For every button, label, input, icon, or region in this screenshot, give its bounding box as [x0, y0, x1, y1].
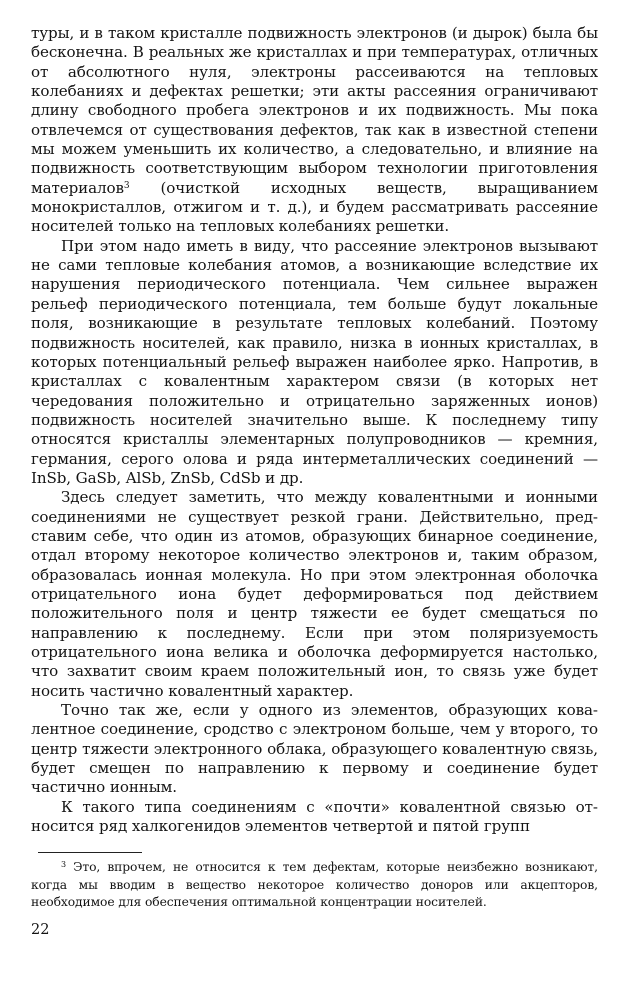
footnote — [31, 859, 598, 912]
paragraph-1 — [31, 24, 598, 237]
paragraph-3: Здесь следует заметить, что между ковалентными и ионными соединениями не существует резкой грани. Действительно, представим себе, что один из атомов, образующих бинарное соединение, отдал второму некоторое количество электронов и, таким образом, образовалась ионная молекула. Но при этом электронная оболочка отрицательного иона будет деформироваться под действием положительного поля и центр тяжести ее будет смещаться по направлению к последнему. Если при этом поляризуемость отрицательного иона велика и оболочка деформируется настолько, что захватит своим краем положительный ион, то связь уже будет носить частично ковалентный характер. — [31, 488, 598, 700]
page-body — [31, 24, 598, 836]
paragraph-1-text-after-note: (очисткой исходных веществ, выращиванием монокристаллов, отжигом и т. д.), и будем рассматривать рассеяние носителей только на тепловых колебаниях решетки. — [31, 178, 598, 236]
footnote-marker: 3 — [61, 860, 66, 869]
paragraph-4: Точно так же, если у одного из элементов, образующих ковалентное соединение, сродство с электроном больше, чем у второго, то центр тяжести электронного облака, образующего ковалентную связь, будет смещен по направлению к первому и соединение будет частично ионным. — [31, 701, 598, 797]
footnote-reference: 3 — [123, 180, 130, 191]
footnote-separator — [38, 852, 142, 853]
page-number: 22 — [31, 922, 50, 938]
paragraph-1-text-before-note: туры, и в таком кристалле подвижность электронов (и дырок) была бы бесконечна. В реальных же кристаллах и при температурах, отличных от абсолютного нуля, электроны рассеиваются на тепловых колебаниях и дефектах решетки; эти акты рассеяния ограничивают длину свободного пробега электронов и их подвижность. Мы пока отвлечемся от существования дефектов, так как в известной степени мы можем уменьшить их количество, а следовательно, и влияние на подвижность соответствующим выбором технологии приготовления материалов — [31, 24, 598, 197]
paragraph-5: К такого типа соединениям с «почти» ковалентной связью относится ряд халкогенидов элементов четвертой и пятой групп — [31, 797, 598, 836]
footnote-text: Это, впрочем, не относится к тем дефектам, которые неизбежно возникают, когда мы вводим в вещество некоторое количество доноров или акцепторов, необходимое для обеспечения оптимальной концентрации носителей. — [31, 860, 598, 909]
paragraph-2: При этом надо иметь в виду, что рассеяние электронов вызывают не сами тепловые колебания атомов, а возникающие вследствие их нарушения периодического потенциала. Чем сильнее выражен рельеф периодического потенциала, тем больше будут локальные поля, возникающие в результате тепловых колебаний. Поэтому подвижность носителей, как правило, низка в ионных кристаллах, в которых потенциальный рельеф выражен наиболее ярко. Напротив, в кристаллах с ковалентным характером связи (в которых нет чередования положительно и отрицательно заряженных ионов) подвижность носителей значительно выше. К последнему типу относятся кристаллы элементарных полупроводников — кремния, германия, серого олова и ряда интерметаллических соединений — InSb, GaSb, AlSb, ZnSb, CdSb и др. — [31, 236, 598, 487]
